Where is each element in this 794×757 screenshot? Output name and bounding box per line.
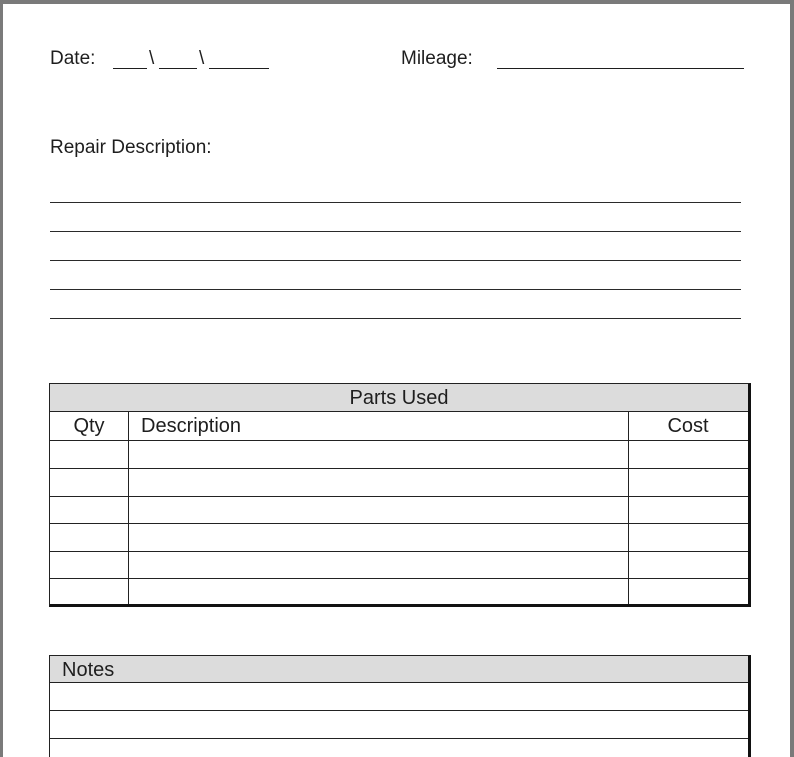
repair-line	[50, 318, 741, 319]
notes-section	[49, 655, 751, 757]
column-header-description: Description	[141, 415, 242, 437]
date-separator-2: \	[199, 48, 205, 69]
repair-line	[50, 260, 741, 261]
date-label: Date:	[50, 48, 96, 69]
parts-header-row	[50, 412, 748, 441]
mileage-label: Mileage:	[401, 48, 473, 69]
table-row	[50, 468, 748, 469]
parts-used-title: Parts Used	[50, 384, 748, 412]
notes-title: Notes	[50, 656, 748, 683]
page-frame-left	[0, 0, 3, 757]
column-divider	[628, 412, 629, 604]
repair-description-label: Repair Description:	[50, 137, 212, 158]
table-row	[50, 551, 748, 552]
notes-line	[50, 710, 748, 711]
column-header-cost: Cost	[667, 415, 709, 437]
repair-line	[50, 202, 741, 203]
column-header-qty: Qty	[73, 415, 105, 437]
date-month-blank	[113, 68, 147, 69]
parts-used-table	[49, 383, 751, 607]
column-divider	[128, 412, 129, 604]
repair-line	[50, 231, 741, 232]
mileage-blank	[497, 68, 744, 69]
notes-line	[50, 738, 748, 739]
date-year-blank	[209, 68, 269, 69]
date-day-blank	[159, 68, 197, 69]
page-frame-right	[790, 0, 794, 757]
page-frame-top	[0, 0, 794, 4]
table-row	[50, 496, 748, 497]
table-row	[50, 523, 748, 524]
date-separator-1: \	[149, 48, 155, 69]
repair-line	[50, 289, 741, 290]
table-row	[50, 578, 748, 579]
